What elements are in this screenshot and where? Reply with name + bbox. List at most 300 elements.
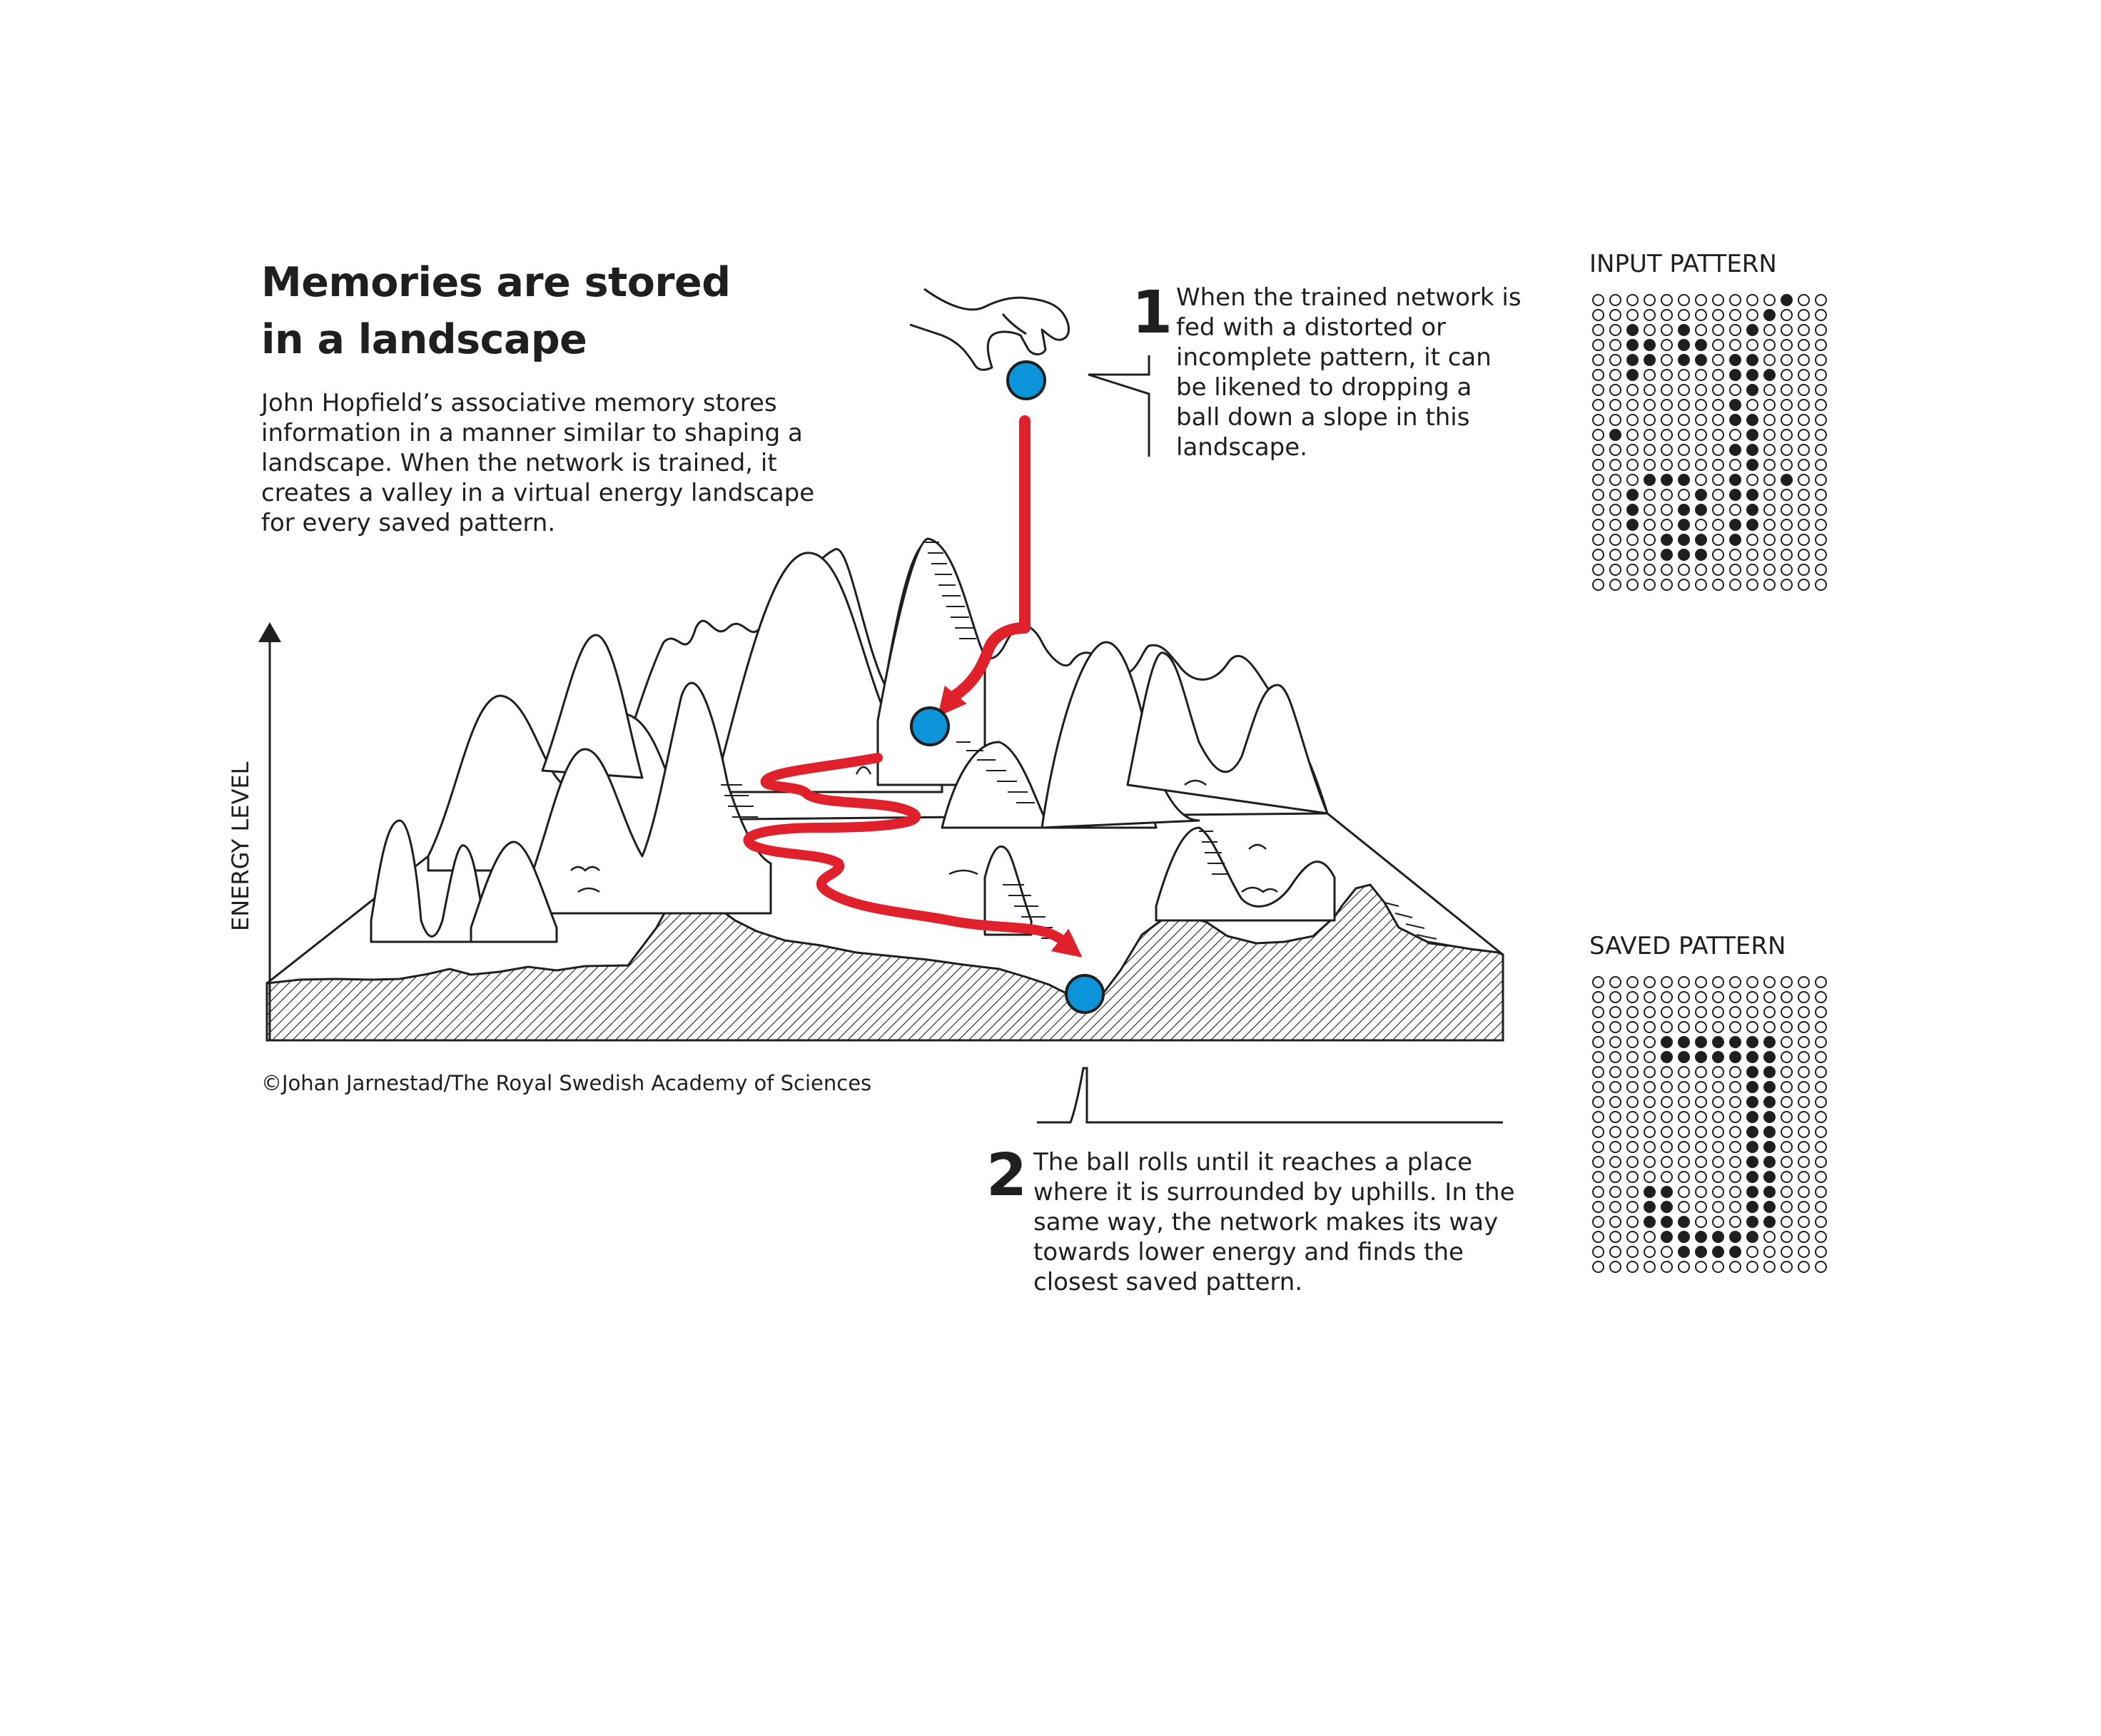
pattern-dot-filled [1678,1051,1690,1063]
pattern-dot-empty [1798,294,1810,306]
pattern-dot-empty [1678,1171,1690,1183]
input-pattern-grid [1592,294,1827,591]
pattern-dot-empty [1644,991,1656,1003]
pattern-dot-filled [1678,549,1690,561]
pattern-dot-empty [1644,1156,1656,1168]
pattern-dot-empty [1763,384,1776,396]
pattern-dot-filled [1678,504,1690,516]
pattern-dot-empty [1626,579,1639,591]
pattern-dot-empty [1729,504,1741,516]
pattern-dot-filled [1729,369,1741,381]
pattern-dot-empty [1729,976,1741,988]
pattern-dot-filled [1763,1186,1776,1198]
pattern-dot-empty [1592,1156,1604,1168]
pattern-dot-empty [1815,519,1827,531]
pattern-dot-filled [1661,1036,1673,1048]
pattern-dot-empty [1815,991,1827,1003]
pattern-dot-filled [1626,339,1639,351]
pattern-dot-empty [1678,976,1690,988]
step2-bracket [1037,1068,1503,1122]
pattern-dot-empty [1592,1006,1604,1018]
pattern-dot-empty [1592,399,1604,411]
pattern-dot-empty [1661,459,1673,471]
pattern-dot-empty [1815,1261,1827,1273]
pattern-dot-empty [1626,1261,1639,1273]
pattern-dot-empty [1678,414,1690,426]
pattern-dot-empty [1763,399,1776,411]
pattern-dot-empty [1644,1021,1656,1033]
pattern-dot-filled [1644,354,1656,366]
pattern-dot-filled [1661,1186,1673,1198]
pattern-dot-empty [1695,1006,1707,1018]
pattern-dot-empty [1644,309,1656,321]
pattern-dot-filled [1746,1051,1758,1063]
pattern-dot-filled [1729,399,1741,411]
pattern-dot-empty [1644,1051,1656,1063]
pattern-dot-empty [1678,1156,1690,1168]
pattern-dot-empty [1815,1231,1827,1243]
pattern-dot-filled [1729,444,1741,456]
pattern-dot-empty [1815,1066,1827,1078]
step1-line-4: be likened to dropping a [1176,373,1472,402]
pattern-dot-empty [1678,1081,1690,1093]
pattern-dot-empty [1781,1006,1793,1018]
pattern-dot-empty [1815,579,1827,591]
pattern-dot-empty [1815,1006,1827,1018]
pattern-dot-empty [1798,1051,1810,1063]
pattern-dot-empty [1626,534,1639,546]
pattern-dot-empty [1815,339,1827,351]
pattern-dot-empty [1661,564,1673,576]
pattern-dot-empty [1592,504,1604,516]
pattern-dot-empty [1644,1126,1656,1138]
pattern-dot-filled [1729,474,1741,486]
intro-line-4: creates a valley in a virtual energy landscape [261,479,815,507]
pattern-dot-filled [1644,339,1656,351]
pattern-dot-empty [1695,1126,1707,1138]
pattern-dot-empty [1729,1156,1741,1168]
pattern-dot-filled [1661,1216,1673,1228]
pattern-dot-filled [1695,549,1707,561]
pattern-dot-empty [1609,1201,1621,1213]
pattern-dot-empty [1609,1066,1621,1078]
pattern-dot-filled [1678,324,1690,336]
pattern-dot-empty [1592,1066,1604,1078]
pattern-dot-empty [1781,991,1793,1003]
pattern-dot-empty [1661,1021,1673,1033]
pattern-dot-empty [1609,976,1621,988]
pattern-dot-empty [1678,579,1690,591]
pattern-dot-empty [1798,1036,1810,1048]
pattern-dot-empty [1678,564,1690,576]
pattern-dot-filled [1661,1201,1673,1213]
pattern-dot-empty [1644,324,1656,336]
pattern-dot-empty [1609,1141,1621,1153]
pattern-dot-empty [1712,429,1724,441]
pattern-dot-empty [1798,309,1810,321]
pattern-dot-empty [1763,444,1776,456]
pattern-dot-empty [1798,354,1810,366]
image-credit: ©Johan Jarnestad/The Royal Swedish Academy of Sciences [261,1071,872,1095]
pattern-dot-empty [1781,1186,1793,1198]
pattern-dot-empty [1815,1111,1827,1123]
pattern-dot-empty [1781,1036,1793,1048]
pattern-dot-empty [1712,1126,1724,1138]
pattern-dot-empty [1781,339,1793,351]
pattern-dot-empty [1661,1126,1673,1138]
pattern-dot-empty [1592,564,1604,576]
pattern-dot-filled [1695,504,1707,516]
pattern-dot-empty [1609,1036,1621,1048]
pattern-dot-empty [1695,579,1707,591]
pattern-dot-empty [1592,1186,1604,1198]
pattern-dot-filled [1729,534,1741,546]
pattern-dot-empty [1781,354,1793,366]
pattern-dot-empty [1712,369,1724,381]
energy-axis-label: ENERGY LEVEL [227,761,254,931]
pattern-dot-empty [1712,324,1724,336]
pattern-dot-empty [1661,339,1673,351]
page-title [261,254,761,368]
pattern-dot-empty [1781,564,1793,576]
pattern-dot-empty [1592,1246,1604,1258]
pattern-dot-empty [1798,1096,1810,1108]
pattern-dot-filled [1746,444,1758,456]
pattern-dot-empty [1763,324,1776,336]
pattern-dot-empty [1695,991,1707,1003]
pattern-dot-filled [1626,504,1639,516]
pattern-dot-empty [1695,1216,1707,1228]
pattern-dot-empty [1626,1096,1639,1108]
pattern-dot-filled [1678,534,1690,546]
pattern-dot-empty [1592,519,1604,531]
pattern-dot-empty [1815,459,1827,471]
pattern-dot-empty [1798,549,1810,561]
pattern-dot-empty [1781,976,1793,988]
pattern-dot-empty [1746,534,1758,546]
pattern-dot-empty [1661,399,1673,411]
pattern-dot-empty [1798,1141,1810,1153]
pattern-dot-empty [1695,324,1707,336]
pattern-dot-empty [1798,1066,1810,1078]
pattern-dot-empty [1678,1021,1690,1033]
pattern-dot-filled [1763,1066,1776,1078]
pattern-dot-empty [1626,549,1639,561]
pattern-dot-empty [1712,1261,1724,1273]
pattern-dot-empty [1763,991,1776,1003]
pattern-dot-empty [1798,444,1810,456]
pattern-dot-empty [1592,354,1604,366]
intro-line-1: John Hopfield’s associative memory stores [261,389,777,417]
pattern-dot-empty [1798,1156,1810,1168]
pattern-dot-empty [1592,429,1604,441]
step2-text [1033,1147,1547,1297]
pattern-dot-empty [1798,339,1810,351]
pattern-dot-filled [1746,429,1758,441]
pattern-dot-empty [1712,354,1724,366]
pattern-dot-empty [1626,1111,1639,1123]
pattern-dot-empty [1815,564,1827,576]
pattern-dot-empty [1644,579,1656,591]
pattern-dot-empty [1592,1141,1604,1153]
pattern-dot-filled [1626,519,1639,531]
pattern-dot-empty [1644,976,1656,988]
pattern-dot-empty [1678,1006,1690,1018]
pattern-dot-empty [1798,414,1810,426]
pattern-dot-filled [1678,1246,1690,1258]
pattern-dot-empty [1763,1006,1776,1018]
pattern-dot-empty [1644,1036,1656,1048]
pattern-dot-filled [1695,1051,1707,1063]
pattern-dot-empty [1712,1201,1724,1213]
energy-axis [258,622,281,1040]
pattern-dot-empty [1592,339,1604,351]
saved-pattern-grid [1592,976,1827,1273]
pattern-dot-empty [1746,1021,1758,1033]
step2-line-1: The ball rolls until it reaches a place [1033,1148,1473,1177]
pattern-dot-empty [1729,1201,1741,1213]
pattern-dot-empty [1678,489,1690,501]
pattern-dot-empty [1592,414,1604,426]
pattern-dot-empty [1763,354,1776,366]
pattern-dot-empty [1729,1186,1741,1198]
pattern-dot-empty [1712,1141,1724,1153]
pattern-dot-empty [1626,1126,1639,1138]
pattern-dot-filled [1763,369,1776,381]
pattern-dot-empty [1763,474,1776,486]
pattern-dot-empty [1661,991,1673,1003]
pattern-dot-empty [1626,414,1639,426]
pattern-dot-empty [1798,1126,1810,1138]
pattern-dot-empty [1609,1171,1621,1183]
pattern-dot-empty [1592,384,1604,396]
pattern-dot-filled [1695,489,1707,501]
pattern-dot-empty [1626,1201,1639,1213]
pattern-dot-empty [1678,1141,1690,1153]
pattern-dot-empty [1609,339,1621,351]
pattern-dot-empty [1626,1246,1639,1258]
pattern-dot-filled [1746,1141,1758,1153]
pattern-dot-empty [1592,1171,1604,1183]
pattern-dot-empty [1798,399,1810,411]
pattern-dot-filled [1695,534,1707,546]
pattern-dot-empty [1609,489,1621,501]
pattern-dot-empty [1781,1216,1793,1228]
pattern-dot-empty [1781,1021,1793,1033]
pattern-dot-empty [1781,1066,1793,1078]
pattern-dot-empty [1781,1156,1793,1168]
pattern-dot-empty [1626,444,1639,456]
pattern-dot-filled [1763,1201,1776,1213]
pattern-dot-empty [1763,339,1776,351]
pattern-dot-empty [1763,489,1776,501]
pattern-dot-empty [1712,489,1724,501]
pattern-dot-empty [1729,991,1741,1003]
pattern-dot-empty [1592,991,1604,1003]
pattern-dot-empty [1781,1141,1793,1153]
pattern-dot-filled [1678,1231,1690,1243]
pattern-dot-empty [1678,429,1690,441]
pattern-dot-empty [1678,369,1690,381]
pattern-dot-empty [1678,459,1690,471]
pattern-dot-empty [1729,1096,1741,1108]
pattern-dot-empty [1729,1111,1741,1123]
pattern-dot-empty [1644,369,1656,381]
pattern-dot-filled [1695,1036,1707,1048]
pattern-dot-empty [1609,504,1621,516]
pattern-dot-empty [1609,1021,1621,1033]
pattern-dot-empty [1626,564,1639,576]
pattern-dot-empty [1746,1246,1758,1258]
pattern-dot-filled [1729,519,1741,531]
ball-final [1066,975,1103,1012]
pattern-dot-empty [1626,1051,1639,1063]
pattern-dot-empty [1729,1126,1741,1138]
pattern-dot-empty [1661,384,1673,396]
saved-pattern-label: SAVED PATTERN [1589,932,1786,960]
pattern-dot-empty [1712,414,1724,426]
pattern-dot-empty [1609,549,1621,561]
pattern-dot-empty [1763,579,1776,591]
pattern-dot-filled [1746,1201,1758,1213]
pattern-dot-empty [1746,399,1758,411]
pattern-dot-empty [1712,1081,1724,1093]
pattern-dot-empty [1592,1261,1604,1273]
pattern-dot-empty [1644,444,1656,456]
pattern-dot-empty [1626,1081,1639,1093]
step1-number: 1 [1132,279,1173,347]
pattern-dot-empty [1695,399,1707,411]
step2-number: 2 [986,1142,1028,1209]
pattern-dot-empty [1712,384,1724,396]
pattern-dot-filled [1763,309,1776,321]
pattern-dot-empty [1781,1231,1793,1243]
pattern-dot-empty [1661,429,1673,441]
pattern-dot-empty [1592,1021,1604,1033]
pattern-dot-empty [1661,294,1673,306]
pattern-dot-empty [1815,489,1827,501]
pattern-dot-empty [1644,1141,1656,1153]
pattern-dot-empty [1781,504,1793,516]
pattern-dot-filled [1781,294,1793,306]
pattern-dot-empty [1781,324,1793,336]
pattern-dot-empty [1592,474,1604,486]
pattern-dot-filled [1746,1186,1758,1198]
pattern-dot-empty [1712,459,1724,471]
pattern-dot-empty [1661,976,1673,988]
pattern-dot-empty [1695,414,1707,426]
pattern-dot-empty [1695,1201,1707,1213]
pattern-dot-empty [1609,1216,1621,1228]
pattern-dot-empty [1626,459,1639,471]
pattern-dot-empty [1781,1261,1793,1273]
pattern-dot-filled [1729,1051,1741,1063]
pattern-dot-empty [1712,1066,1724,1078]
pattern-dot-empty [1815,549,1827,561]
pattern-dot-empty [1815,1021,1827,1033]
pattern-dot-empty [1798,369,1810,381]
pattern-dot-empty [1729,1141,1741,1153]
pattern-dot-filled [1746,1231,1758,1243]
pattern-dot-empty [1695,459,1707,471]
pattern-dot-empty [1798,1171,1810,1183]
pattern-dot-empty [1815,1201,1827,1213]
pattern-dot-empty [1798,1201,1810,1213]
pattern-dot-empty [1729,579,1741,591]
pattern-dot-empty [1644,534,1656,546]
pattern-dot-empty [1678,1186,1690,1198]
step1-line-3: incomplete pattern, it can [1176,343,1492,372]
pattern-dot-empty [1695,1111,1707,1123]
pattern-dot-filled [1746,459,1758,471]
pattern-dot-empty [1609,384,1621,396]
pattern-dot-empty [1592,1096,1604,1108]
pattern-dot-empty [1815,429,1827,441]
pattern-dot-empty [1746,579,1758,591]
pattern-dot-filled [1746,1156,1758,1168]
pattern-dot-filled [1746,1081,1758,1093]
pattern-dot-empty [1626,399,1639,411]
pattern-dot-empty [1695,369,1707,381]
pattern-dot-filled [1746,1111,1758,1123]
pattern-dot-empty [1781,309,1793,321]
pattern-dot-empty [1712,1216,1724,1228]
pattern-dot-empty [1746,991,1758,1003]
pattern-dot-empty [1609,309,1621,321]
pattern-dot-empty [1678,444,1690,456]
pattern-dot-empty [1644,399,1656,411]
pattern-dot-empty [1781,1246,1793,1258]
pattern-dot-filled [1746,414,1758,426]
pattern-dot-empty [1729,1261,1741,1273]
pattern-dot-empty [1763,1231,1776,1243]
pattern-dot-empty [1798,579,1810,591]
pattern-dot-empty [1661,1006,1673,1018]
pattern-dot-empty [1815,1036,1827,1048]
pattern-dot-empty [1661,504,1673,516]
pattern-dot-empty [1815,976,1827,988]
pattern-dot-empty [1609,324,1621,336]
pattern-dot-empty [1609,579,1621,591]
pattern-dot-empty [1661,1066,1673,1078]
pattern-dot-empty [1781,459,1793,471]
pattern-dot-empty [1644,489,1656,501]
pattern-dot-empty [1695,1081,1707,1093]
pattern-dot-empty [1729,459,1741,471]
pattern-dot-filled [1781,474,1793,486]
pattern-dot-empty [1712,1021,1724,1033]
pattern-dot-empty [1592,1081,1604,1093]
pattern-dot-empty [1661,1171,1673,1183]
pattern-dot-empty [1781,1081,1793,1093]
pattern-dot-empty [1609,1006,1621,1018]
pattern-dot-empty [1815,1096,1827,1108]
pattern-dot-empty [1592,459,1604,471]
pattern-dot-empty [1815,1141,1827,1153]
pattern-dot-filled [1746,504,1758,516]
pattern-dot-empty [1661,1246,1673,1258]
input-pattern-label: INPUT PATTERN [1589,250,1777,278]
pattern-dot-filled [1644,474,1656,486]
pattern-dot-empty [1798,474,1810,486]
pattern-dot-empty [1712,549,1724,561]
pattern-dot-filled [1763,1036,1776,1048]
pattern-dot-empty [1798,1231,1810,1243]
pattern-dot-filled [1626,354,1639,366]
pattern-dot-empty [1815,414,1827,426]
pattern-dot-empty [1712,1186,1724,1198]
pattern-dot-empty [1798,976,1810,988]
